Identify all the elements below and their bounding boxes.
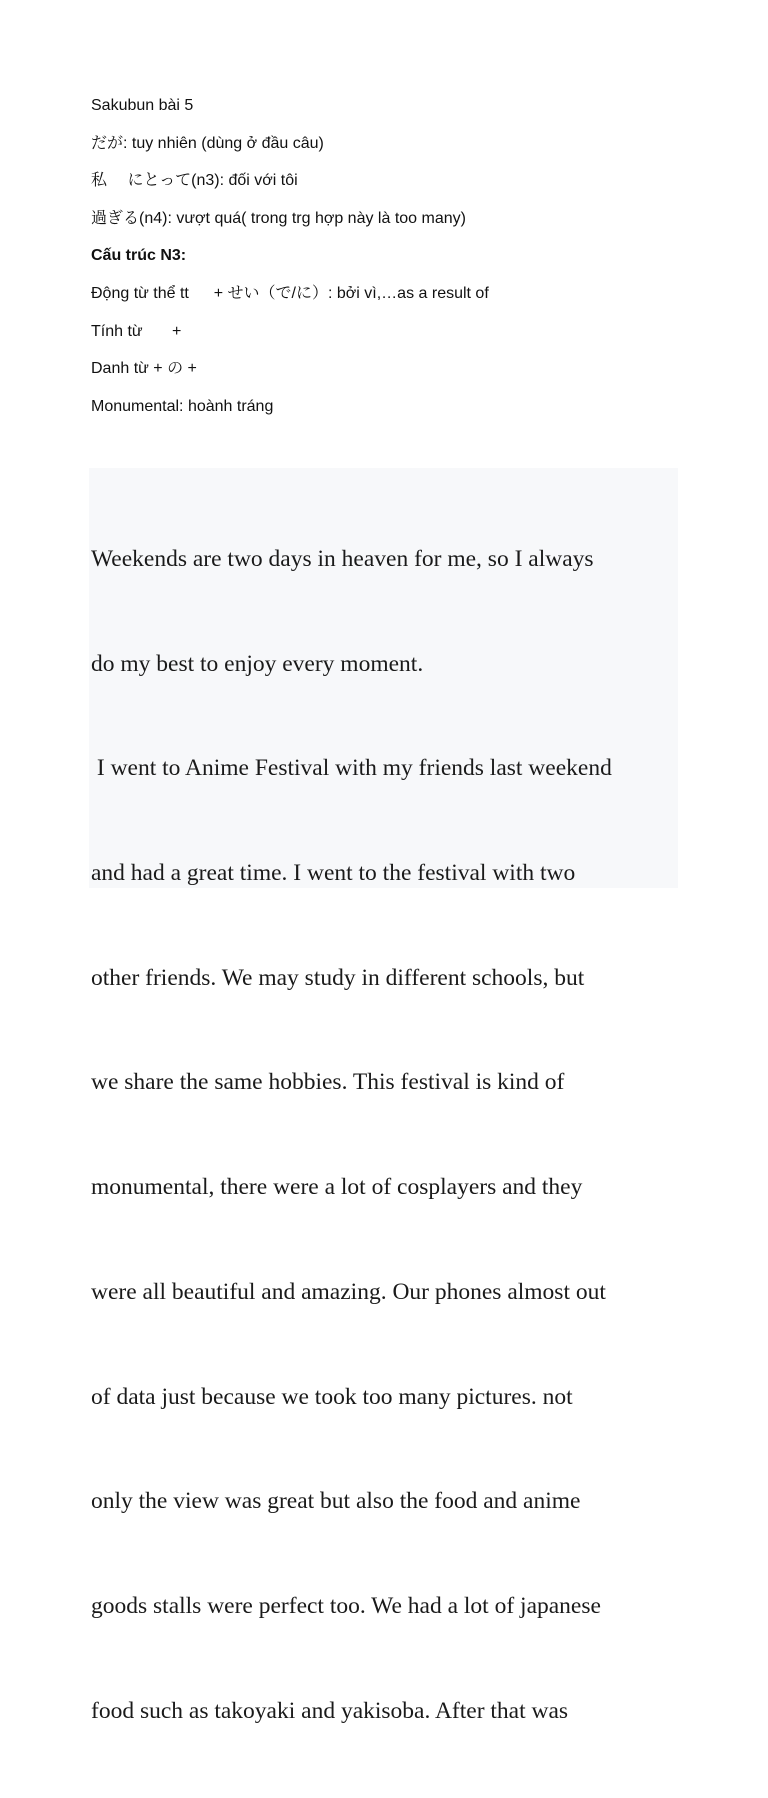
note-line: 私 にとって(n3): đối với tôi — [91, 172, 298, 190]
essay-line: food such as takoyaki and yakisoba. After that was — [91, 1697, 569, 1724]
note-line: Tính từ + — [91, 322, 182, 340]
note-line: だが: tuy nhiên (dùng ở đầu câu) — [91, 134, 324, 152]
essay-line: do my best to enjoy every moment. — [91, 650, 424, 677]
note-line: Monumental: hoành tráng — [91, 397, 274, 415]
essay-line: were all beautiful and amazing. Our phones almost out — [91, 1278, 606, 1305]
essay-line: only the view was great but also the food and anime — [91, 1488, 581, 1515]
essay-excerpt — [89, 468, 678, 1724]
essay-line: goods stalls were perfect too. We had a lot of japanese — [91, 1593, 601, 1619]
note-line: Danh từ + の + — [91, 360, 197, 378]
essay-line: Weekends are two days in heaven for me, so I always — [91, 545, 594, 572]
essay-text — [89, 468, 678, 1798]
essay-line: we share the same hobbies. This festival is kind of — [91, 1069, 565, 1096]
essay-line: I went to Anime Festival with my friends last weekend — [91, 755, 612, 782]
essay-line: and had a great time. I went to the festival with two — [91, 859, 576, 886]
note-line: 過ぎる(n4): vượt quá( trong trg hợp này là too many) — [91, 209, 466, 227]
note-line: Động từ thể tt + せい（で/に）: bởi vì,…as a result of — [91, 284, 489, 302]
notes-title: Sakubun bài 5 — [91, 97, 194, 114]
grammar-heading: Cấu trúc N3: — [91, 247, 187, 265]
vocabulary-notes — [91, 94, 691, 432]
essay-line: monumental, there were a lot of cosplayers and they — [91, 1174, 583, 1201]
essay-line: other friends. We may study in different schools, but — [91, 964, 585, 991]
essay-line: of data just because we took too many pictures. not — [91, 1383, 573, 1410]
